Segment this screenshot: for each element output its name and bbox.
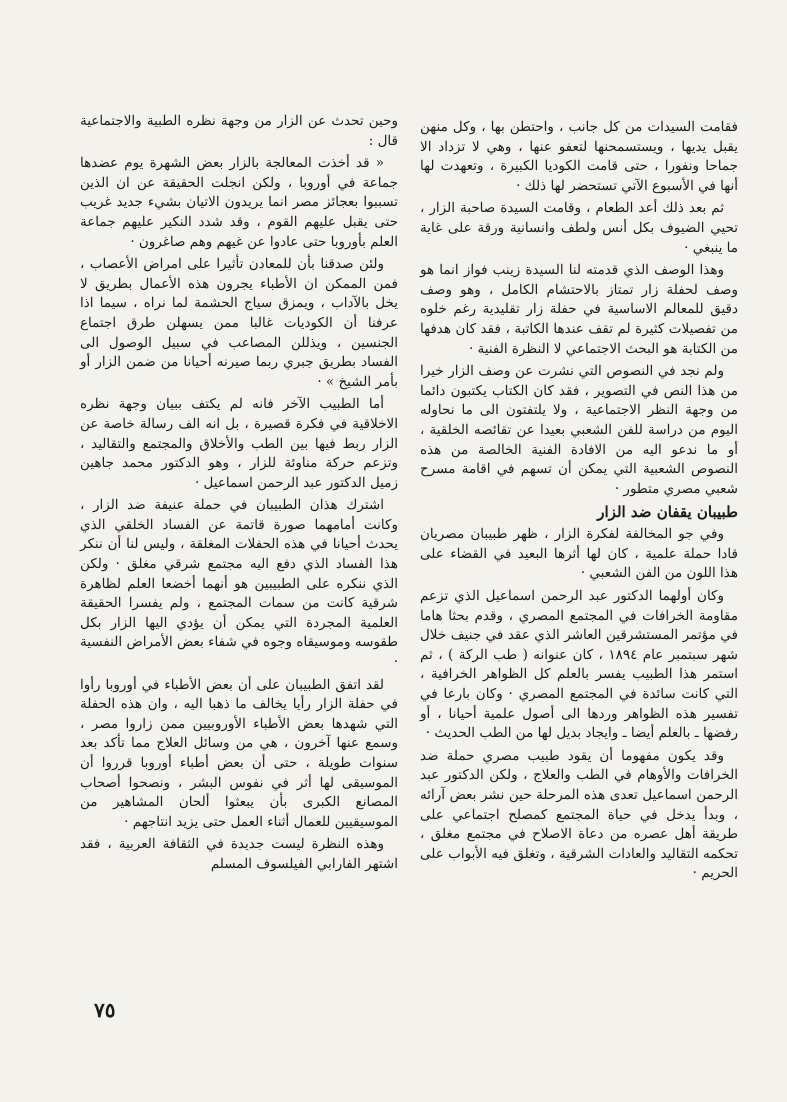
paragraph: وكان أولهما الدكتور عبد الرحمن اسماعيل الذي تزعم مقاومة الخرافات في المجتمع المصري ، وقدم بحثا هاما في مؤتمر المستشرقين العاشر الذي عقد في جنيف خلال شهر سبتمبر عام ١٨٩٤ ، كان عنوانه ( طب الركة ) ، ثم استمر هذا الطبيب يفسر بالعلم كل الظواهر الخرافية ، التي كانت سائدة في المجتمع المصري · وكان بارعا في تفسير هذه الظواهر وردها الى أصول علمية أحيانا ، أو رفضها ـ بالعلم أيضا ـ وايجاد بديل لها من الطب الحديث · xyxy=(420,588,738,742)
page-number: ٧٥ xyxy=(94,998,116,1022)
paragraph: لقد اتفق الطبيبان على أن بعض الأطباء في أوروبا رأوا في حفلة الزار رأيا يخالف ما ذهبا اليه ، وان هذه الحفلة التي شهدها بعض الأطباء الأوروبيين ممن زاروا مصر ، وسمع عنها آخرون ، هي من وسائل العلاج مما تأكد بعد سنوات طويلة ، حتى أن بعض أطباء أوروبا قرروا أن الموسيقى لها أثر في نفوس البشر ، ونصحوا أصحاب المصانع الكبرى بأن يبعثوا ألحان المشاهير من الموسيقيين للعمال أثناء العمل حتى يزيد انتاجهم · xyxy=(80,676,398,830)
left-column xyxy=(80,112,398,878)
paragraph: وحين تحدث عن الزار من وجهة نظره الطبية والاجتماعية قال : xyxy=(80,113,398,149)
paragraph: وقد يكون مفهوما أن يقود طبيب مصري حملة ضد الخرافات والأوهام في الطب والعلاج ، ولكن الدكتور عبد الرحمن اسماعيل تعدى هذه المرحلة حين نشر بعض آرائه ، وبدأ يدخل في حياة المجتمع كمصلح اجتماعي على طريقة أهل عصره من دعاة الاصلاح في مجتمع مغلق ، تحكمه التقاليد والعادات الشرقية ، وتغلق فيه الأبواب على الحريم · xyxy=(420,747,738,882)
right-column xyxy=(420,118,738,887)
paragraph: ثم بعد ذلك أعد الطعام ، وقامت السيدة صاحبة الزار ، تحيي الضيوف بكل أنس ولطف وانسانية ورقة على غاية ما ينبغي · xyxy=(420,200,738,256)
paragraph: اشترك هذان الطبيبان في حملة عنيفة ضد الزار ، وكانت أمامهما صورة قاتمة عن الفساد الخلقي الذي يحدث أحيانا في هذه الحفلات المغلقة ، وليس لنا أن ننكر هذا الفساد الذي دفع اليه مجتمع شرقي مغلق · ولكن الذي ننكره على الطبيبين هو أنهما أخضعا العلم لظاهرة شرقية كانت من سمات المجتمع ، ولم يفسرا الحقيقة العلمية المجردة التي يمكن أن يؤدي اليها الزار بكل طقوسه وموسيقاه وجوه في شفاء بعض الأمراض النفسية · xyxy=(80,497,398,671)
quote-paragraph: ولئن صدقنا بأن للمعادن تأثيرا على امراض الأعصاب ، فمن الممكن ان الأطباء يجرون هذه الأعمال بطريق لا يخل بالآداب ، ويمزق سياج الحشمة لما نراه ، سيما اذا عرفنا أن الكوديات غالبا ممن يسهلن طرق اجتماع الجنسين ، ويذللن المصاعب في سبيل الوصول الى الفساد بطريق جبري ربما صيرنه أحيانا من ضمن الزار أو بأمر الشيخ » · xyxy=(80,256,398,390)
paragraph: وفي جو المخالفة لفكرة الزار ، ظهر طبيبان مصريان قادا حملة علمية ، كان لها أثرها البعيد في القضاء على هذا اللون من الفن الشعبي · xyxy=(420,526,738,582)
quote-paragraph: « قد أخذت المعالجة بالزار بعض الشهرة يوم عضدها جماعة في أوروبا ، ولكن انجلت الحقيقة عن ان الذين تسببوا بعجائز مصر انما يريدون الاتيان بشيء جديد غريب حتى يقبل عليهم القوم ، وقد شدد النكير عليهم جماعة العلم بأوروبا حتى عادوا عن غيهم وهم صاغرون · xyxy=(80,155,398,250)
section-subheading: طبيبان يقفان ضد الزار xyxy=(597,503,738,522)
paragraph: وهذا الوصف الذي قدمته لنا السيدة زينب فواز انما هو وصف لحفلة زار تمتاز بالاحتشام الكامل ، وهو وصف دقيق للمعالم الاساسية في حفلة زار تقليدية رغم خلوه من تفصيلات كثيرة لم تقف عندها الكاتبة ، فقد كان هدفها من الكتابة هو البحث الاجتماعي لا النظرة الفنية · xyxy=(420,262,738,357)
paragraph: فقامت السيدات من كل جانب ، واحتطن بها ، وكل منهن يقبل يديها ، ويستسمحنها لتعفو عنها ، وهي لا تزداد الا جماحا ونفورا ، حتى قامت الكوديا الكبيرة ، وتعهدت لها أنها في الأسبوع الآتي تستحضر لها ذلك · xyxy=(420,119,738,194)
paragraph: أما الطبيب الآخر فانه لم يكتف ببيان وجهة نظره الاخلاقية في فكرة قصيرة ، بل انه الف رسالة خاصة عن الزار ربط فيها بين الطب والأخلاق والمجتمع والتقاليد ، وتزعم حركة مناوئة للزار ، وهو الدكتور محمد جاهين زميل الدكتور عبد الرحمن اسماعيل · xyxy=(80,396,398,491)
paragraph: ولم نجد في النصوص التي نشرت عن وصف الزار خيرا من هذا النص في التصوير ، فقد كان الكتاب يكتبون دائما من وجهة النظر الاجتماعية ، ولا يلتفتون الى ما نحاوله اليوم من دراسة للفن الشعبي بعيدا عن تقائصه الخلقية ، أو ما ندعو اليه من الافادة الفنية الخالصة من هذه النصوص الشعبية التي يمكن أن تسهم في اقامة مسرح شعبي مصري متطور · xyxy=(420,363,738,497)
paragraph: وهذه النظرة ليست جديدة في الثقافة العربية ، فقد اشتهر الفارابي الفيلسوف المسلم xyxy=(80,836,398,872)
